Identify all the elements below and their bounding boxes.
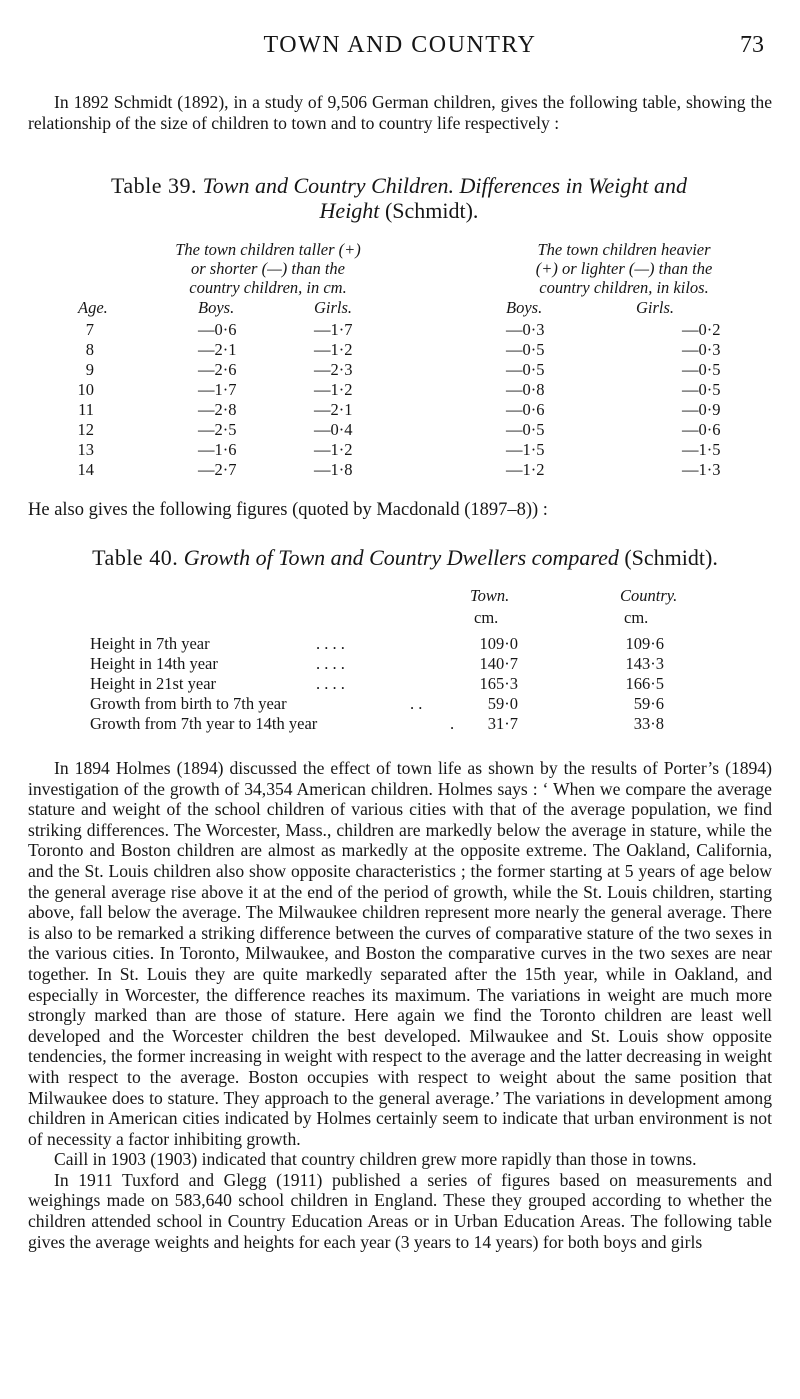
weight-boys-cell: —0·5 <box>506 340 545 359</box>
weight-boys-cell: —0·5 <box>506 420 545 439</box>
weight-boys-cell: —0·8 <box>506 380 545 399</box>
height-girls-cell: —1·8 <box>314 460 353 479</box>
height-girls-cell: —1·2 <box>314 340 353 359</box>
table39-col-girls-height: Girls. <box>314 298 353 317</box>
height-boys-cell: —0·6 <box>198 320 237 339</box>
table-row <box>0 340 800 358</box>
town-cell: 109·0 <box>479 634 518 653</box>
table39-weight-header-line: country children, in kilos. <box>539 278 709 297</box>
weight-girls-cell: —0·5 <box>682 360 721 379</box>
table39-col-girls-weight: Girls. <box>636 298 675 317</box>
country-cell: 33·8 <box>633 714 664 733</box>
town-cell: 165·3 <box>479 674 518 693</box>
weight-girls-cell: —0·6 <box>682 420 721 439</box>
country-cell: 109·6 <box>625 634 664 653</box>
town-cell: 59·0 <box>487 694 518 713</box>
weight-boys-cell: —1·5 <box>506 440 545 459</box>
table39-col-boys-height: Boys. <box>198 298 235 317</box>
table39-height-header-line: The town children taller (+) <box>175 240 361 259</box>
row-label: Height in 21st year <box>90 674 217 693</box>
height-girls-cell: —2·3 <box>314 360 353 379</box>
page-header <box>0 32 800 64</box>
age-cell: 14 <box>77 460 94 479</box>
age-cell: 8 <box>85 340 94 359</box>
age-cell: 10 <box>77 380 94 399</box>
table40-col-town: Town. <box>470 586 510 605</box>
height-girls-cell: —1·2 <box>314 380 353 399</box>
table40-title-source: (Schmidt). <box>624 545 718 570</box>
table40-label: Table 40. <box>92 545 179 570</box>
height-girls-cell: —1·2 <box>314 440 353 459</box>
height-girls-cell: —1·7 <box>314 320 353 339</box>
table-row <box>0 380 800 398</box>
body-text <box>28 758 772 1252</box>
holmes-paragraph: In 1894 Holmes (1894) discussed the effect of town life as shown by the results of Porter’s (1894) investigation of the growth of 34,354 American children. Holmes says : ‘ When we compare the average stature and weight of the school children of various cities with that of the average population, we find striking differences. The Worcester, Mass., children are markedly below the average in stature, while the Toronto and Boston children are almost as markedly at the opposite extreme. The Oakland, California, and the St. Louis children also show opposite characteristics ; the former starting at 5 years of age below the general average rise above it at the end of the period of growth, while the St. Louis children, starting above, fall below the average. The Milwaukee children represent more nearly the general average. There is also to be remarked a striking difference between the curves of comparative stature of the two sexes in the various cities. In Toronto, Milwaukee, and Boston the comparative curves in the two sexes are near together. In St. Louis they are quite markedly separated after the 15th year, while in Oakland, and especially in Worcester, the difference reaches its maximum. The variations in weight are much more strongly marked than are those of stature. Here again we find the Toronto children are least well developed and the Worcester children the best developed. Milwaukee and St. Louis show opposite tendencies, the former increasing in weight with respect to the average and the latter decreasing in weight with respect to the average. Boston occupies with respect to weight about the same position that Milwaukee does to stature. They approach to the general average.’ The variations in development among children in American cities indicated by Holmes certainly seem to indicate that urban environment is not of necessity a factor inhibiting growth. <box>28 758 772 1149</box>
table-row <box>0 654 800 672</box>
intro-paragraph: In 1892 Schmidt (1892), in a study of 9,506 German children, gives the following table, showing the relationship of the size of children to town and to country life respectively : <box>28 92 772 133</box>
height-boys-cell: —2·5 <box>198 420 237 439</box>
bridge-paragraph: He also gives the following figures (quoted by Macdonald (1897–8)) : <box>28 500 548 520</box>
running-head: TOWN AND COUNTRY <box>263 32 537 58</box>
table-row <box>0 634 800 652</box>
age-cell: 11 <box>78 400 94 419</box>
intro-paragraph-block <box>28 92 772 133</box>
height-boys-cell: —1·6 <box>198 440 237 459</box>
table39-weight-header <box>488 240 760 297</box>
weight-girls-cell: —1·5 <box>682 440 721 459</box>
weight-girls-cell: —1·3 <box>682 460 721 479</box>
leader-dots: . <box>450 714 455 733</box>
table-row <box>0 674 800 692</box>
height-boys-cell: —1·7 <box>198 380 237 399</box>
table39-title-line1: Town and Country Children. Differences in Weight and <box>202 173 687 198</box>
table39-caption-line2 <box>20 199 778 223</box>
height-boys-cell: —2·6 <box>198 360 237 379</box>
table-row <box>0 400 800 418</box>
weight-girls-cell: —0·5 <box>682 380 721 399</box>
weight-girls-cell: —0·9 <box>682 400 721 419</box>
age-cell: 9 <box>85 360 94 379</box>
table-row <box>0 320 800 338</box>
table39-col-boys-weight: Boys. <box>506 298 543 317</box>
age-cell: 12 <box>77 420 94 439</box>
leader-dots: . . . . <box>316 654 345 673</box>
row-label: Growth from 7th year to 14th year <box>90 714 318 733</box>
weight-boys-cell: —1·2 <box>506 460 545 479</box>
table39-weight-header-line: (+) or lighter (—) than the <box>535 259 713 278</box>
town-cell: 31·7 <box>487 714 518 733</box>
age-cell: 7 <box>85 320 94 339</box>
table39-col-age: Age. <box>78 298 108 317</box>
height-girls-cell: —0·4 <box>314 420 353 439</box>
bridge-paragraph-block <box>28 500 772 521</box>
table39-weight-header-line: The town children heavier <box>537 240 711 259</box>
leader-dots: . . . . <box>316 674 345 693</box>
table-row <box>0 420 800 438</box>
weight-boys-cell: —0·3 <box>506 320 545 339</box>
row-label: Height in 7th year <box>90 634 210 653</box>
table40-unit-town: cm. <box>474 608 499 627</box>
table40-caption <box>20 546 790 570</box>
caill-paragraph: Caill in 1903 (1903) indicated that country children grew more rapidly than those in towns. <box>54 1149 697 1170</box>
leader-dots: . . <box>410 694 423 713</box>
height-girls-cell: —2·1 <box>314 400 353 419</box>
height-boys-cell: —2·8 <box>198 400 237 419</box>
table39-caption <box>20 174 778 198</box>
country-cell: 143·3 <box>625 654 664 673</box>
table39-title-source: (Schmidt). <box>384 198 479 223</box>
table39-label: Table 39. <box>111 173 198 198</box>
table39-height-header <box>148 240 388 297</box>
country-cell: 59·6 <box>633 694 664 713</box>
row-label: Growth from birth to 7th year <box>90 694 287 713</box>
table-row <box>0 714 800 732</box>
weight-girls-cell: —0·3 <box>682 340 721 359</box>
weight-boys-cell: —0·5 <box>506 360 545 379</box>
table40-title: Growth of Town and Country Dwellers compared <box>183 545 619 570</box>
weight-girls-cell: —0·2 <box>682 320 721 339</box>
table39-height-header-line: or shorter (—) than the <box>191 259 345 278</box>
table-row <box>0 360 800 378</box>
table39-title-height: Height <box>319 198 380 223</box>
table40-unit-country: cm. <box>624 608 649 627</box>
weight-boys-cell: —0·6 <box>506 400 545 419</box>
table39-height-header-line: country children, in cm. <box>189 278 347 297</box>
row-label: Height in 14th year <box>90 654 218 673</box>
height-boys-cell: —2·1 <box>198 340 237 359</box>
table-row <box>0 440 800 458</box>
country-cell: 166·5 <box>625 674 664 693</box>
table-row <box>0 694 800 712</box>
table-row <box>0 460 800 478</box>
tuxford-paragraph: In 1911 Tuxford and Glegg (1911) published a series of figures based on measurements and weighings made on 583,640 school children in England. These they grouped according to whether the children attended school in Country Education Areas or in Urban Education Areas. The following table gives the average weights and heights for each year (3 years to 14 years) for both boys and girls <box>28 1169 772 1252</box>
town-cell: 140·7 <box>479 654 518 673</box>
table40-col-country: Country. <box>620 586 678 605</box>
leader-dots: . . . . <box>316 634 345 653</box>
age-cell: 13 <box>77 440 94 459</box>
height-boys-cell: —2·7 <box>198 460 237 479</box>
page-number: 73 <box>740 32 764 58</box>
